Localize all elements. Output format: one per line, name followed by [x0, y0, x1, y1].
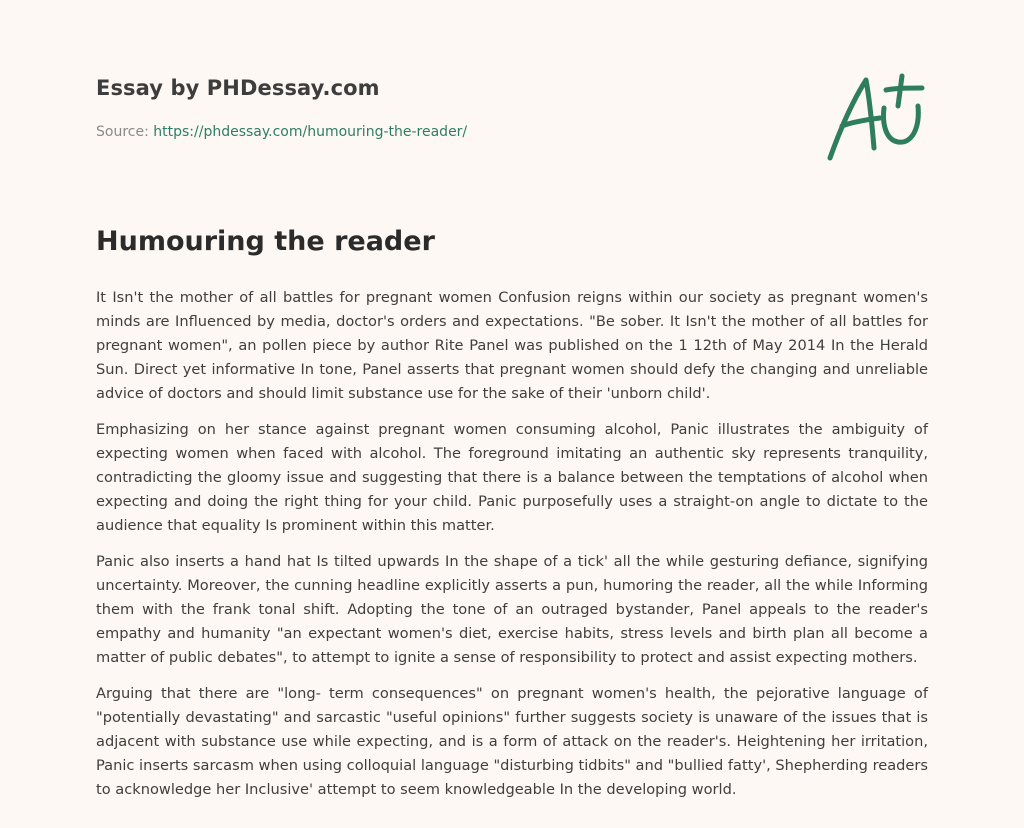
- essay-paragraph-4: Arguing that there are "long- term consequences" on pregnant women's health, the pejorative language of "potentially devastating" and sarcastic "useful opinions" further suggests society is unaware of the issues that is adjacent with substance use while expecting, and is a form of attack on the reader's. Heightening her irritation, Panic inserts sarcasm when using colloquial language "disturbing tidbits" and "bullied fatty', Shepherding readers to acknowledge her Inclusive' attempt to seem knowledgeable In the developing world.: [96, 685, 929, 798]
- essay-title: Humouring the reader: [96, 226, 435, 257]
- a-plus-logo-icon: [818, 66, 928, 166]
- source-label: Source:: [96, 124, 149, 140]
- essay-body: [96, 286, 928, 814]
- site-title: Essay by PHDessay.com: [96, 76, 380, 100]
- essay-paragraph-1: It Isn't the mother of all battles for pregnant women Confusion reigns within our society as pregnant women's minds are Influenced by media, doctor's orders and expectations. "Be sober. It Isn't the mother of all battles for pregnant women", an pollen piece by author Rite Panel was published on the 1 12th of May 2014 In the Herald Sun. Direct yet informative In tone, Panel asserts that pregnant women should defy the changing and unreliable advice of doctors and should limit substance use for the sake of their 'unborn child'.: [96, 289, 928, 402]
- essay-paragraph-2: Emphasizing on her stance against pregnant women consuming alcohol, Panic illustrates the ambiguity of expecting women when faced with alcohol. The foreground imitating an authentic sky represents tranquility, contradicting the gloomy issue and suggesting that there is a balance between the temptations of alcohol when expecting and doing the right thing for your child. Panic purposefully uses a straight-on angle to dictate to the audience that equality Is prominent within this matter.: [96, 421, 928, 534]
- source-link[interactable]: https://phdessay.com/humouring-the-reader/: [153, 124, 468, 140]
- source-line: [96, 124, 467, 140]
- essay-paragraph-3: Panic also inserts a hand hat Is tilted upwards In the shape of a tick' all the while gesturing defiance, signifying uncertainty. Moreover, the cunning headline explicitly asserts a pun, humoring the reader, all the while Informing them with the frank tonal shift. Adopting the tone of an outraged bystander, Panel appeals to the reader's empathy and humanity "an expectant women's diet, exercise habits, stress levels and birth plan all become a matter of public debates", to attempt to ignite a sense of responsibility to protect and assist expecting mothers.: [96, 553, 928, 666]
